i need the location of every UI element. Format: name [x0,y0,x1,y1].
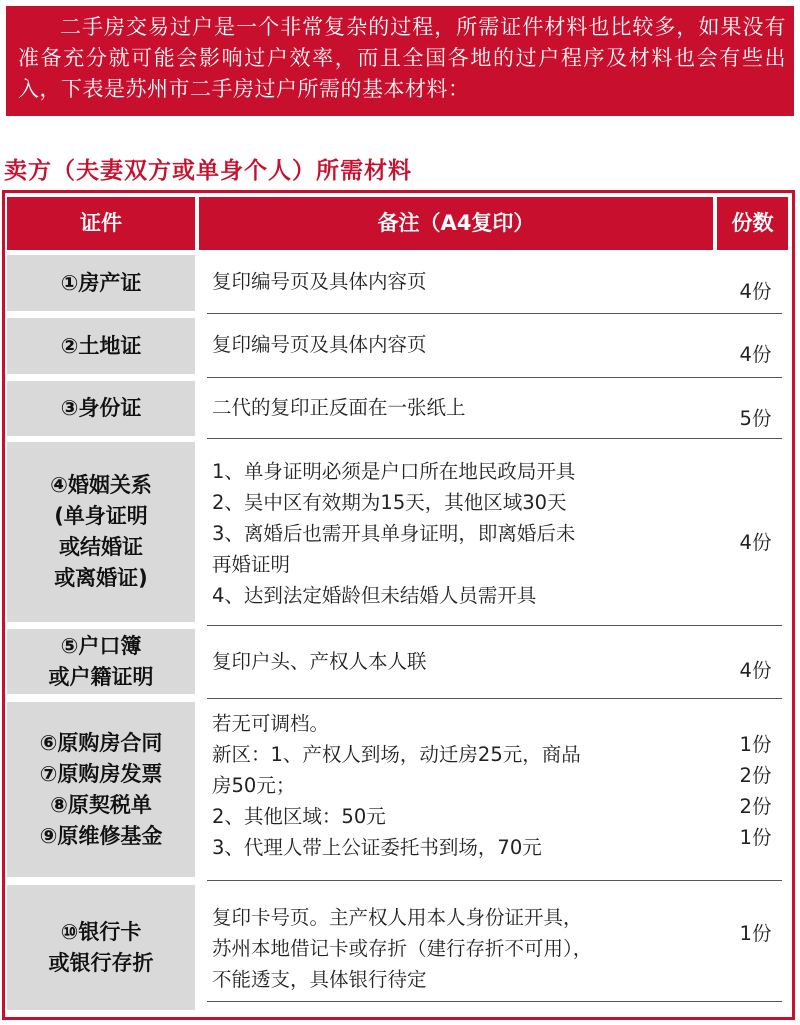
row-divider [207,377,782,378]
note-line: 2、吴中区有效期为15天，其他区域30天 [212,491,567,514]
count-cell [718,527,793,558]
header-note-label: 备注（A4复印） [377,211,535,235]
count-cell [718,918,793,949]
note-line: 复印户头、产权人本人联 [212,650,427,673]
doc-name-line: ⑦原购房发票 [39,761,163,786]
note-line: 苏州本地借记卡或存折（建行存折不可用）， [212,937,593,960]
note-cell [209,329,717,360]
doc-cell [7,885,195,1010]
count-value: 2份 [739,795,772,818]
doc-cell [7,442,195,622]
doc-name-line: 或离婚证) [54,566,148,590]
count-cell [718,729,793,853]
row-divider [207,438,782,439]
count-value: 1份 [739,826,772,849]
count-value: 4份 [739,531,772,554]
note-line: 4、达到法定婚龄但未结婚人员需开具 [212,584,537,607]
intro-text: 二手房交易过户是一个非常复杂的过程，所需证件材料也比较多，如果没有准备充分就可能会影响过户效率，而且全国各地的过户程序及材料也会有些出入，下表是苏州市二手房过户所需的基本材料： [18,15,786,101]
header-doc-label: 证件 [80,211,122,235]
doc-name-line: ⑤户口簿 [60,633,142,658]
doc-name-line: 或户籍证明 [48,664,154,689]
intro-banner [6,6,794,116]
note-cell [209,392,717,423]
doc-name-line: ④婚姻关系 [50,473,152,497]
doc-cell [7,381,195,436]
count-value: 4份 [739,343,772,366]
note-cell [209,646,717,677]
note-line: 若无可调档。 [212,712,330,735]
row-divider [207,625,782,626]
doc-cell [7,702,195,877]
note-line: 新区：1、产权人到场，动迁房25元，商品 [212,743,581,766]
doc-name-line: ③身份证 [60,396,142,420]
row-divider [207,313,782,314]
count-cell [718,403,793,434]
doc-name-line: ②土地证 [60,333,142,358]
count-value: 4份 [739,659,772,682]
note-cell [209,708,717,863]
header-count-label: 份数 [731,211,774,235]
doc-name-line: (单身证明 [54,504,148,528]
header-count [717,197,788,250]
note-cell [209,456,717,611]
note-line: 不能透支，具体银行待定 [212,968,427,991]
note-line: 复印卡号页。主产权人用本人身份证开具， [212,906,583,929]
doc-cell [7,255,195,311]
doc-name-line: 或银行存折 [48,950,154,975]
row-divider [207,880,782,881]
count-value: 1份 [739,733,772,756]
note-cell [209,902,717,995]
doc-name-line: ⑨原维修基金 [39,823,163,848]
note-line: 二代的复印正反面在一张纸上 [212,396,466,419]
doc-name-line: 或结婚证 [59,535,143,559]
count-value: 1份 [739,922,772,945]
note-cell [209,266,717,297]
note-line: 复印编号页及具体内容页 [212,270,427,293]
note-line: 再婚证明 [212,553,291,576]
section-title: 卖方（夫妻双方或单身个人）所需材料 [4,158,412,184]
doc-name-line: ⑥原购房合同 [39,730,163,755]
note-line: 3、离婚后也需开具单身证明，即离婚后未 [212,522,576,545]
doc-name-line: ①房产证 [60,270,142,295]
note-line: 复印编号页及具体内容页 [212,333,427,356]
row-divider [207,1001,782,1002]
count-value: 2份 [739,764,772,787]
note-line: 1、单身证明必须是户口所在地民政局开具 [212,460,576,483]
row-divider [207,698,782,699]
header-note [199,197,713,250]
doc-cell [7,318,195,374]
count-value: 4份 [739,280,772,303]
note-line: 3、代理人带上公证委托书到场，70元 [212,836,542,859]
header-doc [7,197,195,250]
count-cell [718,655,793,686]
doc-name-line: ⑧原契税单 [50,792,152,817]
doc-name-line: ⑩银行卡 [60,919,142,944]
note-line: 2、其他区域：50元 [212,805,386,828]
count-value: 5份 [739,407,772,430]
doc-cell [7,629,195,694]
note-line: 房50元； [212,774,296,797]
count-cell [718,339,793,370]
count-cell [718,276,793,307]
